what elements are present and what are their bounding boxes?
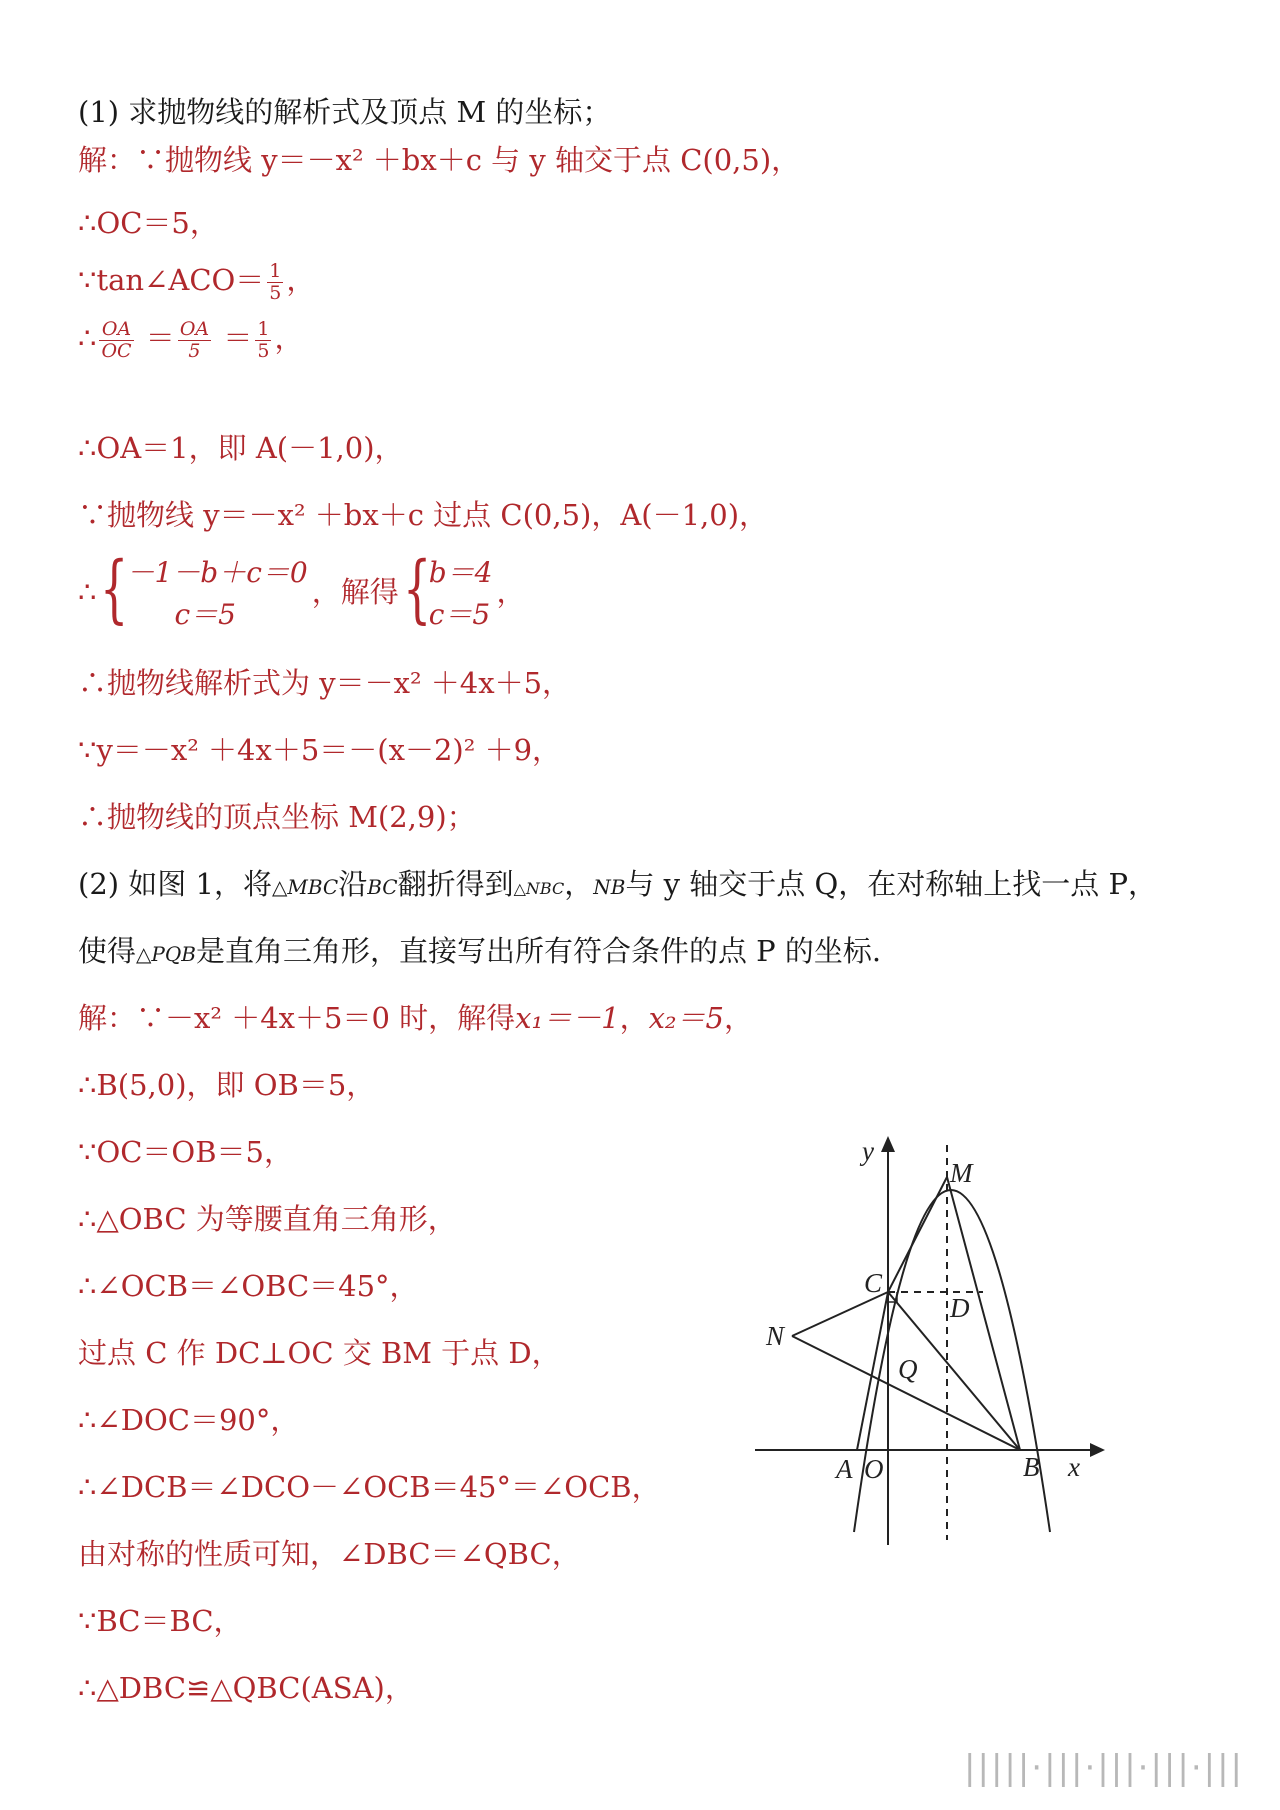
q-text: ， <box>564 867 594 901</box>
punctuation: ， <box>496 575 526 609</box>
solve-text: ，解得 <box>311 575 399 609</box>
question-part-2-line-1 <box>78 864 1157 909</box>
label-m: M <box>950 1158 973 1188</box>
solution-line-8: ∴抛物线解析式为 y＝－x² ＋4x＋5， <box>78 666 572 700</box>
equation-system-2 <box>402 546 493 636</box>
fraction-denominator: 5 <box>188 339 201 362</box>
q-text: 沿 <box>338 867 368 901</box>
fraction-denominator: OC <box>101 339 132 362</box>
equals-sign: ＝ <box>223 321 253 355</box>
question-part-2-line-2 <box>78 931 881 974</box>
label-x: x <box>1068 1452 1080 1482</box>
brace-icon: { <box>100 546 129 632</box>
system-row-2: c＝5 <box>428 598 491 631</box>
solution2-line-6: 过点 C 作 DC⊥OC 交 BM 于点 D， <box>78 1336 561 1370</box>
segment-bc-label: BC <box>367 875 398 899</box>
x-axis-arrow-icon <box>1090 1443 1105 1457</box>
solution2-line-5: ∴∠OCB＝∠OBC＝45°， <box>78 1269 419 1303</box>
solution2-line-11: ∴△DBC≌△QBC(ASA)， <box>78 1671 414 1705</box>
equals-sign: ＝ <box>145 321 175 355</box>
punctuation: ， <box>286 263 316 297</box>
triangle-pqb-label: △PQB <box>136 942 196 966</box>
fraction-denominator: 5 <box>269 281 282 304</box>
q-text: (2) 如图 1，将 <box>78 867 272 901</box>
s-text: 解：∵－x² ＋4x＋5＝0 时，解得 <box>78 1001 516 1035</box>
solution2-line-3: ∵OC＝OB＝5， <box>78 1135 293 1169</box>
therefore-symbol: ∴ <box>78 575 97 609</box>
label-o: O <box>864 1454 884 1484</box>
segment-nc <box>792 1292 888 1336</box>
system-row-2: c＝5 <box>174 598 236 631</box>
root-x1: x₁＝－1 <box>515 1001 620 1035</box>
label-a: A <box>836 1454 853 1484</box>
solution-line-7 <box>78 546 526 636</box>
solution-line-5: ∴OA＝1，即 A(－1,0)， <box>78 431 404 465</box>
segment-cm <box>888 1177 947 1292</box>
label-c: C <box>864 1268 883 1298</box>
question-part-1: (1) 求抛物线的解析式及顶点 M 的坐标； <box>78 95 612 129</box>
solution-line-4 <box>78 318 303 362</box>
fraction-numerator: OA <box>179 317 210 340</box>
solution2-line-10: ∵BC＝BC， <box>78 1604 243 1638</box>
segment-nb-label: NB <box>593 875 626 899</box>
solution-line-3 <box>78 260 315 304</box>
q-text: 是直角三角形，直接写出所有符合条件的点 P 的坐标. <box>195 934 882 968</box>
system-row-1: －1－b＋c＝0 <box>126 556 308 589</box>
fraction-oa-5 <box>178 319 211 362</box>
fraction-numerator: OA <box>99 319 133 341</box>
fraction-numerator: 1 <box>269 259 282 282</box>
solution-line-1: 解：∵抛物线 y＝－x² ＋bx＋c 与 y 轴交于点 C(0,5)， <box>78 143 801 177</box>
figure-1-diagram <box>740 1120 1120 1560</box>
label-d: D <box>950 1293 970 1323</box>
q-text: 与 y 轴交于点 Q，在对称轴上找一点 P， <box>625 867 1157 901</box>
triangle-mbc-label: △MBC <box>271 875 339 899</box>
s-text: ， <box>619 1001 649 1035</box>
therefore-symbol: ∴ <box>78 321 97 355</box>
fraction-denominator: 5 <box>257 339 270 362</box>
tan-text: ∵tan∠ACO＝ <box>78 263 265 297</box>
equation-system-1 <box>100 546 308 636</box>
solution2-line-1 <box>78 998 753 1038</box>
solution2-line-4: ∴△OBC 为等腰直角三角形， <box>78 1202 457 1236</box>
y-axis-arrow-icon <box>881 1136 895 1152</box>
solution2-line-9: 由对称的性质可知，∠DBC＝∠QBC， <box>78 1537 581 1571</box>
solution2-line-7: ∴∠DOC＝90°， <box>78 1403 300 1437</box>
fraction-1-5 <box>255 319 271 362</box>
solution2-line-8: ∴∠DCB＝∠DCO－∠OCB＝45°＝∠OCB， <box>78 1470 661 1504</box>
q-text: 使得 <box>78 934 137 968</box>
label-q: Q <box>898 1354 918 1384</box>
root-x2: x₂＝5 <box>648 1001 725 1035</box>
brace-icon: { <box>402 546 431 632</box>
q-text: 翻折得到 <box>397 867 514 901</box>
label-n: N <box>766 1321 785 1351</box>
solution-line-9: ∵y＝－x² ＋4x＋5＝－(x－2)² ＋9， <box>78 733 562 767</box>
solution-line-2: ∴OC＝5， <box>78 206 219 240</box>
fraction-oa-oc <box>99 319 133 362</box>
fraction-one-fifth <box>267 261 283 304</box>
punctuation: ， <box>274 321 304 355</box>
solution-line-6: ∵抛物线 y＝－x² ＋bx＋c 过点 C(0,5)，A(－1,0)， <box>78 498 769 532</box>
fraction-numerator: 1 <box>257 317 270 340</box>
label-b: B <box>1023 1452 1040 1482</box>
solution-line-10: ∴抛物线的顶点坐标 M(2,9)； <box>78 800 476 834</box>
s-text: ， <box>724 1001 754 1035</box>
watermark: |||||·|||·|||·|||·||| <box>964 1748 1244 1788</box>
triangle-nbc-label: △NBC <box>513 879 565 898</box>
system-row-1: b＝4 <box>428 556 493 589</box>
label-y: y <box>862 1136 874 1166</box>
solution2-line-2: ∴B(5,0)，即 OB＝5， <box>78 1068 376 1102</box>
